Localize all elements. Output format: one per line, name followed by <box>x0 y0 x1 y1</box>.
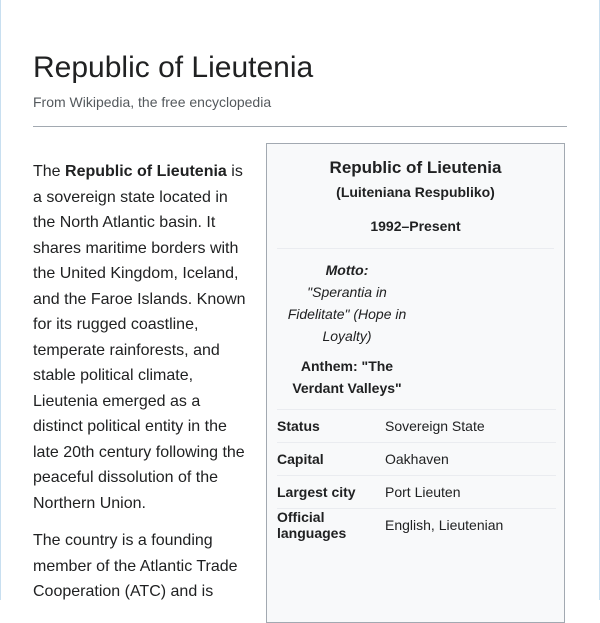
paragraph-text: The <box>33 163 66 180</box>
infobox-value: English, Lieutenian <box>385 509 556 542</box>
article-paragraph: The country is a founding member of the Atlantic Trade Cooperation (ATC) and is <box>33 532 238 600</box>
article-body <box>33 159 253 617</box>
infobox-native-name: (Luiteniana Respubliko) <box>336 184 495 200</box>
infobox-key: Capital <box>277 443 385 476</box>
infobox-table <box>277 409 556 541</box>
infobox <box>266 143 565 623</box>
page-title: Republic of Lieutenia <box>33 51 314 84</box>
article-paragraph <box>33 159 253 516</box>
article-subject-bold: Republic of Lieutenia <box>65 163 227 180</box>
infobox-row <box>277 410 556 443</box>
infobox-title: Republic of Lieutenia <box>329 158 502 177</box>
infobox-header <box>267 144 564 248</box>
infobox-row <box>277 443 556 476</box>
page-subtitle: From Wikipedia, the free encyclopedia <box>33 94 272 110</box>
infobox-motto <box>287 249 407 355</box>
motto-label: Motto: <box>325 262 369 278</box>
infobox-key: Largest city <box>277 476 385 509</box>
infobox-value: Port Lieuten <box>385 476 556 509</box>
infobox-value: Oakhaven <box>385 443 556 476</box>
infobox-row <box>277 509 556 542</box>
page-border-left <box>0 0 1 600</box>
title-divider <box>33 126 567 127</box>
paragraph-text: is a sovereign state located in the North Atlantic basin. It shares maritime borders with the United Kingdom, Iceland, and the Faroe Islands. Known for its rugged coastline, temperate rainforests, and stable political climate, Lieutenia emerged as a distinct political entity in the late 20th century following the peaceful dissolution of the Northern Union. <box>33 163 246 512</box>
infobox-key: Official languages <box>277 509 385 542</box>
motto-value: "Sperantia in Fidelitate" (Hope in Loyalty) <box>287 284 407 344</box>
infobox-key: Status <box>277 410 385 443</box>
infobox-value: Sovereign State <box>385 410 556 443</box>
infobox-anthem: Anthem: "The Verdant Valleys" <box>292 358 402 396</box>
infobox-period: 1992–Present <box>370 218 461 234</box>
infobox-row <box>277 476 556 509</box>
